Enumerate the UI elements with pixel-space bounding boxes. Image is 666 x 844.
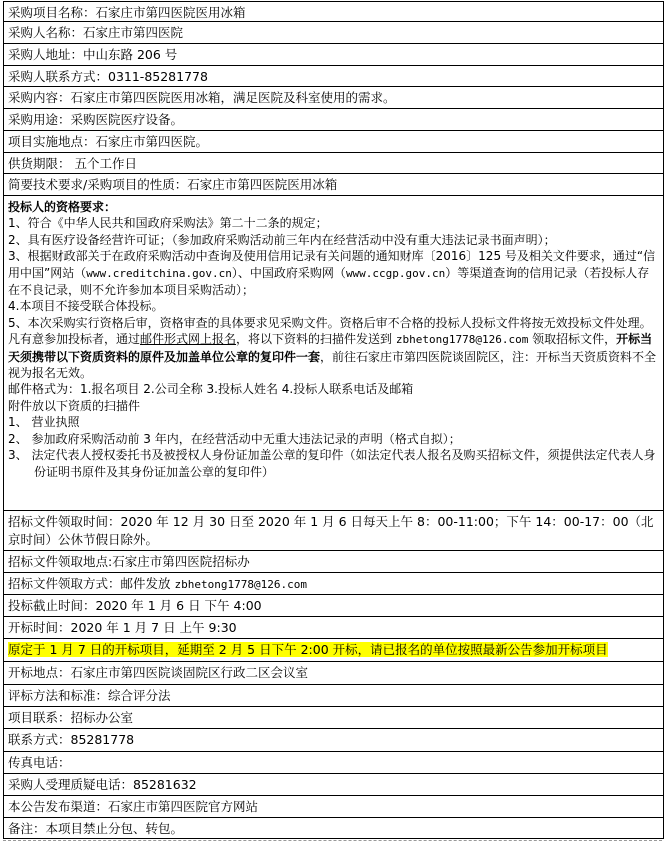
row-location: 项目实施地点：石家庄市第四医院。 <box>4 131 663 153</box>
ccgp-link[interactable]: www.ccgp.gov.cn <box>345 266 446 280</box>
row-purchase-use: 采购用途：采购医院医疗设备。 <box>4 109 663 131</box>
qual-item-4: 4.本项目不接受联合体投标。 <box>8 299 164 314</box>
attachment-2: 2、 参加政府采购活动前 3 年内，在经营活动中无重大违法记录的声明（格式自拟）； <box>8 431 461 446</box>
row-open-place: 开标地点：石家庄市第四医院谈固院区行政二区会议室 <box>4 662 663 685</box>
row-channel: 本公告发布渠道：石家庄市第四医院官方网站 <box>4 796 663 818</box>
row-doc-time: 招标文件领取时间：2020 年 12 月 30 日至 2020 年 1 月 6 日每天上午 8：00-11:00；下午 14：00-17：00（北京时间）公休节假日除外。 <box>4 511 663 551</box>
register-email-link[interactable]: zbhetong1778@126.com <box>395 333 529 347</box>
row-complaint: 采购人受理质疑电话：85281632 <box>4 774 663 796</box>
row-purchaser-name: 采购人名称：石家庄市第四医院 <box>4 22 663 44</box>
register-bold-note: 开标当天须携带以下资质资料的原件及加盖单位公章的复印件一套 <box>8 332 653 364</box>
creditchina-link[interactable]: www.creditchina.gov.cn <box>86 266 232 280</box>
register-method: 邮件形式网上报名 <box>140 332 237 347</box>
page-bottom-divider <box>3 840 662 841</box>
row-deadline: 投标截止时间：2020 年 1 月 6 日 下午 4:00 <box>4 595 663 617</box>
row-tech-req: 简要技术要求/采购项目的性质：石家庄市第四医院医用冰箱 <box>4 174 663 196</box>
row-fax: 传真电话： <box>4 752 663 774</box>
attachment-1: 1、 营业执照 <box>8 415 80 430</box>
row-notice <box>4 639 663 662</box>
postponement-notice: 原定于 1 月 7 日的开标项目，延期至 2 月 5 日下午 2:00 开标，请已报名的单位按照最新公告参加开标项目 <box>8 642 608 657</box>
qualification-heading: 投标人的资格要求： <box>8 200 117 214</box>
qualification-section <box>4 196 663 511</box>
row-eval: 评标方法和标准：综合评分法 <box>4 685 663 707</box>
attach-heading: 附件放以下资质的扫描件 <box>8 398 141 413</box>
attachment-3: 3、 法定代表人授权委托书及被授权人身份证加盖公章的复印件（如法定代表人报名及购买招标文件，须提供法定代表人身份证明书原件及其身份证加盖公章的复印件） <box>8 448 656 479</box>
registration-paragraph: 凡有意参加投标者，通过邮件形式网上报名，将以下资料的扫描件发送到 zbhetong1778@126.com 领取招标文件，开标当天须携带以下资质资料的原件及加盖单位公章的复印件一套，前往石家庄市第四医院谈固院区，注：开标当天资质资料不全视为报名无效。 <box>8 332 657 381</box>
row-project-name: 采购项目名称：石家庄市第四医院医用冰箱 <box>4 2 663 22</box>
qual-item-2: 2、具有医疗设备经营许可证；（参加政府采购活动前三年内在经营活动中没有重大违法记录书面声明）； <box>8 232 556 247</box>
doc-email-link[interactable]: zbhetong1778@126.com <box>174 578 307 591</box>
row-purchase-content: 采购内容：石家庄市第四医院医用冰箱，满足医院及科室使用的需求。 <box>4 87 663 109</box>
announcement-table <box>3 1 664 839</box>
qual-item-1: 1、符合《中华人民共和国政府采购法》第二十二条的规定； <box>8 216 328 231</box>
row-purchaser-address: 采购人地址：中山东路 206 号 <box>4 44 663 66</box>
qual-item-3: 3、根据财政部关于在政府采购活动中查询及使用信用记录有关问题的通知财库〔2016〕125 号及相关文件要求，通过“信用中国”网站（www.creditchina.gov.cn）、中国政府采购网（www.ccgp.gov.cn）等渠道查询的信用记录（若投标人存在不良记录，则不允许参加本项目采购活动）； <box>8 249 656 298</box>
row-project-contact: 项目联系：招标办公室 <box>4 707 663 729</box>
email-format: 邮件格式为：1.报名项目 2.公司全称 3.投标人姓名 4.投标人联系电话及邮箱 <box>8 382 414 397</box>
row-delivery: 供货期限： 五个工作日 <box>4 153 663 174</box>
row-doc-method: 招标文件领取方式：邮件发放 zbhetong1778@126.com <box>4 573 663 595</box>
row-phone: 联系方式：85281778 <box>4 729 663 752</box>
row-remark: 备注：本项目禁止分包、转包。 <box>4 818 663 839</box>
row-open-time: 开标时间：2020 年 1 月 7 日 上午 9:30 <box>4 617 663 639</box>
row-doc-place: 招标文件领取地点:石家庄市第四医院招标办 <box>4 551 663 573</box>
row-purchaser-contact: 采购人联系方式：0311-85281778 <box>4 66 663 87</box>
qual-item-5: 5、本次采购实行资格后审，资格审查的具体要求见采购文件。资格后审不合格的投标人投标文件将按无效投标文件处理。 <box>8 315 652 330</box>
